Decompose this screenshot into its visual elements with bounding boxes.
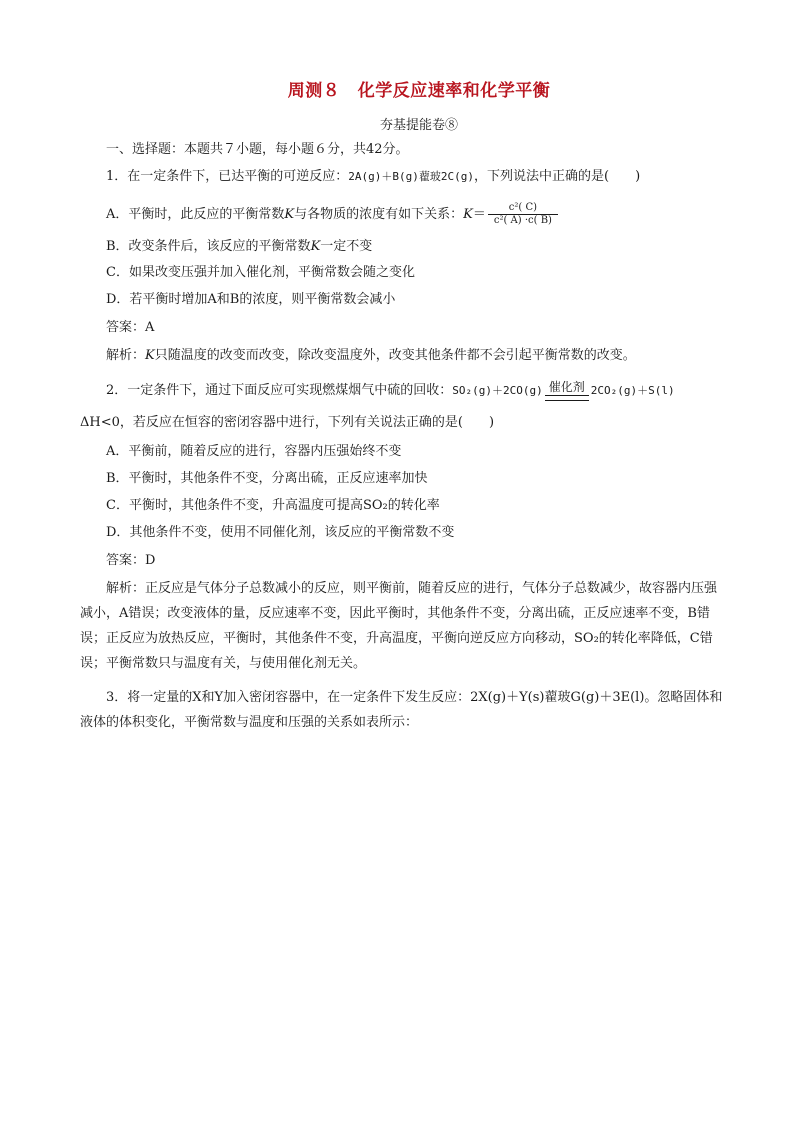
q1-analysis-label: 解析： (106, 348, 146, 363)
q1-stem-pre: 1．在一定条件下，已达平衡的可逆反应： (106, 169, 349, 184)
q1-option-b-post: 一定不变 (320, 239, 373, 254)
q1-option-a-mid: 与各物质的浓度有如下关系： (294, 207, 464, 222)
q1-option-a-k2: K (463, 207, 473, 222)
q2-option-c: C．平衡时，其他条件不变，升高温度可提高SO₂的转化率 (106, 498, 440, 513)
fraction-denominator: c²( A) ·c( B) (493, 215, 552, 226)
section-heading (106, 140, 684, 160)
q1-option-c: C．如果改变压强并加入催化剂，平衡常数会随之变化 (106, 265, 415, 280)
q1-equation: 2A(g)＋B(g)藋玻2C(g) (348, 170, 474, 183)
q1-option-d: D．若平衡时增加A和B的浓度，则平衡常数会减小 (106, 292, 396, 307)
q1-option-a-eq: ＝ (472, 207, 486, 222)
q1-option-a (106, 202, 684, 227)
page-subtitle: 夯基提能卷⑧ (379, 118, 458, 133)
q1-option-a-k: K (284, 207, 295, 222)
section-heading-text: 一、选择题：本题共７小题，每小题６分，共42分。 (106, 142, 409, 157)
q2-stem (106, 380, 684, 401)
equilibrium-fraction (488, 202, 558, 227)
q2-analysis: 解析：正反应是气体分子总数减小的反应，则平衡前，随着反应的进行，气体分子总数减少，故容器内压强减小，A错误；改变液体的量，反应速率不变，因此平衡时，其他条件不变，分离出硫，正反应速率不变，B错误；正反应为放热反应，平衡时，其他条件不变，升高温度，平衡向逆反应方向移动，SO₂的转化率降低，C错误；平衡常数只与温度有关，与使用催化剂无关。 (80, 581, 718, 671)
catalyst-label: 催化剂 (548, 380, 585, 394)
q2-option-b: B．平衡时，其他条件不变，分离出硫，正反应速率加快 (106, 471, 428, 486)
equilibrium-arrow (545, 380, 589, 401)
q1-answer: 答案：A (106, 320, 155, 335)
equilibrium-arrow-bars (545, 395, 589, 401)
q3-stem: 3．将一定量的X和Y加入密闭容器中，在一定条件下发生反应：2X(g)＋Y(s)藋玻G(g)＋3E(l)。忽略固体和液体的体积变化，平衡常数与温度和压强的关系如表所示： (80, 690, 723, 730)
q1-analysis (106, 346, 684, 366)
q2-stem-pre: 2．一定条件下，通过下面反应可实现燃煤烟气中硫的回收： (106, 383, 453, 398)
q2-reactants: SO₂(g)＋2CO(g) (452, 384, 543, 397)
q2-stem-line2: ΔH<0，若反应在恒容的密闭容器中进行，下列有关说法正确的是( ) (80, 415, 495, 430)
q2-answer: 答案：D (106, 553, 156, 568)
q2-products: 2CO₂(g)＋S(l) (590, 384, 675, 397)
q1-analysis-k: K (145, 348, 155, 363)
q1-stem (106, 167, 684, 187)
q2-option-a: A．平衡前，随着反应的进行，容器内压强始终不变 (106, 444, 402, 459)
q1-analysis-text: 只随温度的改变而改变，除改变温度外，改变其他条件都不会引起平衡常数的改变。 (154, 348, 636, 363)
fraction-numerator: c²( C) (488, 202, 558, 215)
page-title: 周测８ 化学反应速率和化学平衡 (287, 81, 551, 101)
q1-option-b-k: K (310, 239, 321, 254)
q1-option-b (106, 237, 684, 257)
q1-option-b-pre: B．改变条件后，该反应的平衡常数 (106, 239, 311, 254)
q1-stem-post: ，下列说法中正确的是( ) (474, 169, 641, 184)
q1-option-a-pre: A．平衡时，此反应的平衡常数 (106, 207, 285, 222)
q2-option-d: D．其他条件不变，使用不同催化剂，该反应的平衡常数不变 (106, 525, 455, 540)
